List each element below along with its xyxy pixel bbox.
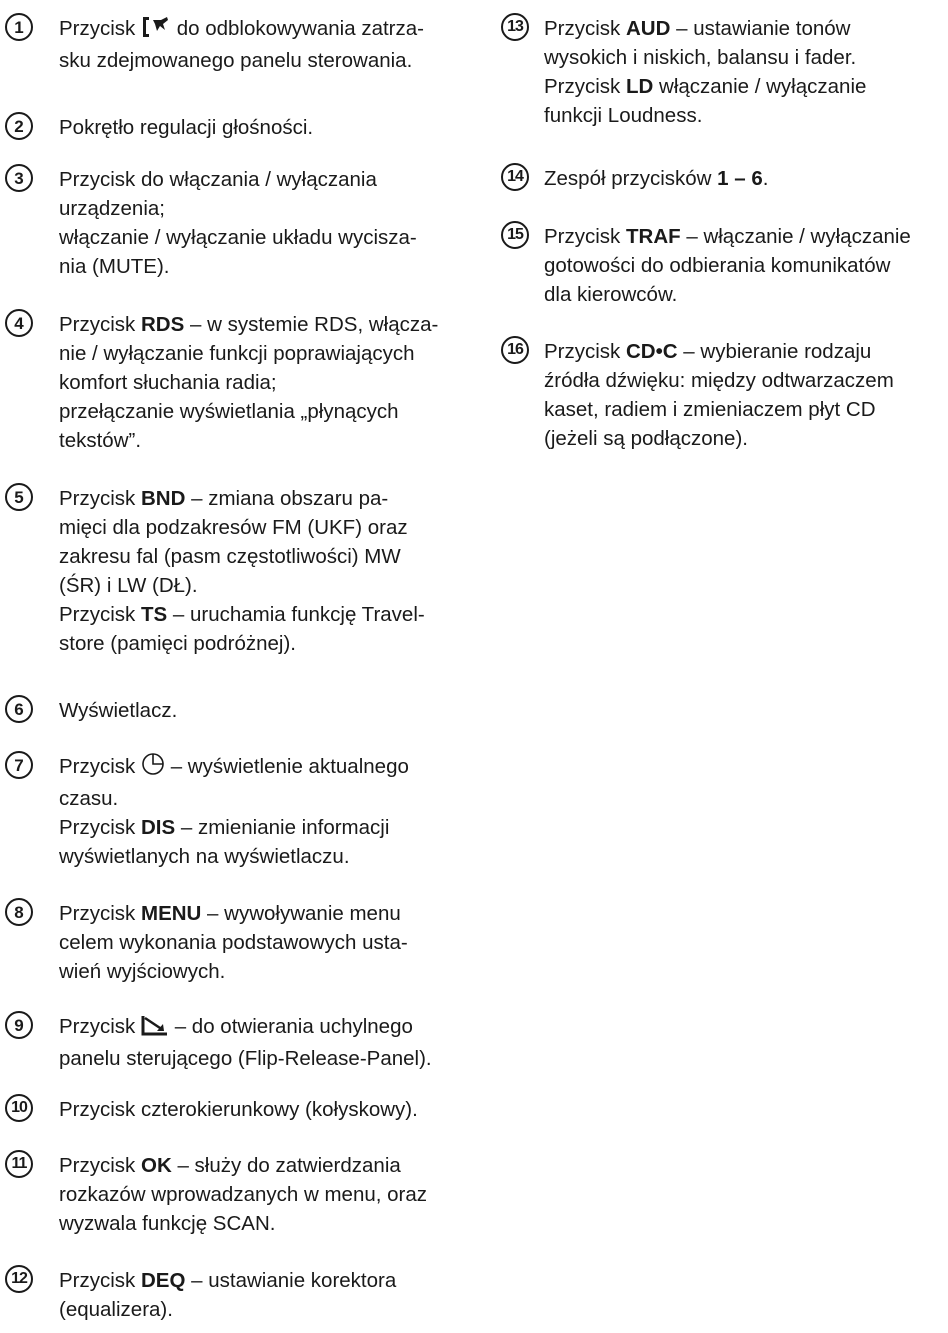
button-label: TRAF	[626, 225, 681, 248]
item-text-line: kaset, radiem i zmieniaczem płyt CD	[544, 398, 876, 421]
button-label: DEQ	[141, 1269, 186, 1292]
button-label: BND	[141, 487, 186, 510]
item-text	[59, 1151, 478, 1238]
item-number: 11	[5, 1150, 33, 1178]
item-text	[59, 1012, 478, 1073]
release-bracket-icon	[141, 16, 171, 46]
button-label: 1 – 6	[717, 167, 763, 190]
item-text-line: przełączanie wyświetlania „płynących	[59, 400, 399, 423]
item-text	[59, 14, 478, 75]
item-text-part: do odblokowywania zatrza-	[171, 17, 424, 40]
item-text-line: gotowości do odbierania komunikatów	[544, 254, 891, 277]
item-number: 14	[501, 163, 529, 191]
item-text-part: Przycisk	[59, 313, 141, 336]
item-number: 16	[501, 336, 529, 364]
item-text-part: Przycisk	[59, 603, 141, 626]
clock-icon	[141, 752, 165, 784]
item-number: 15	[501, 221, 529, 249]
item-text-line: Przycisk do włączania / wyłączania	[59, 168, 377, 191]
item-text-line: sku zdejmowanego panelu sterowania.	[59, 49, 413, 72]
item-text	[59, 1266, 478, 1324]
item-number: 10	[5, 1094, 33, 1122]
item-text	[544, 164, 948, 193]
item-number: 8	[5, 898, 33, 926]
item-text-part: Przycisk	[59, 1269, 141, 1292]
item-text-part: – w systemie RDS, włącza-	[184, 313, 439, 336]
item-text-line: celem wykonania podstawowych usta-	[59, 931, 408, 954]
item-text-line: (jeżeli są podłączone).	[544, 427, 748, 450]
item-text-line: (ŚR) i LW (DŁ).	[59, 574, 198, 597]
item-number: 7	[5, 751, 33, 779]
item-text	[59, 310, 478, 455]
item-text-line: źródła dźwięku: między odtwarzaczem	[544, 369, 894, 392]
item-text: Wyświetlacz.	[59, 699, 178, 722]
item-text-line: nie / wyłączanie funkcji poprawiających	[59, 342, 415, 365]
button-label: DIS	[141, 816, 176, 839]
item-text	[59, 484, 478, 658]
item-text-line: wyzwala funkcję SCAN.	[59, 1212, 276, 1235]
item-number: 3	[5, 164, 33, 192]
item-text-part: Przycisk	[59, 816, 141, 839]
item-text-line: (equalizera).	[59, 1298, 173, 1321]
item-text-part: – ustawianie tonów	[670, 17, 851, 40]
item-number: 6	[5, 695, 33, 723]
item-number: 13	[501, 13, 529, 41]
item-text-line: czasu.	[59, 787, 119, 810]
item-text-part: – uruchamia funkcję Travel-	[167, 603, 425, 626]
item-text	[59, 165, 478, 281]
item-text-part: – włączanie / wyłączanie	[680, 225, 911, 248]
item-text-part: – wyświetlenie aktualnego	[165, 755, 409, 778]
item-text-line: komfort słuchania radia;	[59, 371, 277, 394]
item-text-part: – zmiana obszaru pa-	[185, 487, 389, 510]
button-label: AUD	[626, 17, 671, 40]
item-text	[59, 752, 478, 871]
item-text-line: wyświetlanych na wyświetlaczu.	[59, 845, 350, 868]
item-text-part: Przycisk	[59, 17, 141, 40]
button-label: OK	[141, 1154, 172, 1177]
item-text: Przycisk czterokierunkowy (kołyskowy).	[59, 1098, 418, 1121]
item-text-line: tekstów”.	[59, 429, 142, 452]
item-number: 1	[5, 13, 33, 41]
item-number: 2	[5, 112, 33, 140]
item-text-part: – służy do zatwierdzania	[171, 1154, 401, 1177]
item-number: 4	[5, 309, 33, 337]
item-text	[544, 222, 948, 309]
item-number: 5	[5, 483, 33, 511]
item-text-line: panelu sterującego (Flip-Release-Panel).	[59, 1047, 432, 1070]
item-text-line: store (pamięci podróżnej).	[59, 632, 296, 655]
button-label: MENU	[141, 902, 202, 925]
item-text-part: – zmienianie informacji	[175, 816, 390, 839]
item-text-part: Przycisk	[544, 340, 626, 363]
item-text-part: Przycisk	[544, 225, 626, 248]
item-text: Pokrętło regulacji głośności.	[59, 116, 314, 139]
button-label: CD•C	[626, 340, 678, 363]
item-text-part: – wybieranie rodzaju	[677, 340, 872, 363]
item-number: 9	[5, 1011, 33, 1039]
item-text-line: urządzenia;	[59, 197, 165, 220]
item-text-part: Przycisk	[544, 17, 626, 40]
item-text-part: – ustawianie korektora	[185, 1269, 397, 1292]
item-text-part: .	[762, 167, 769, 190]
item-text-part: Przycisk	[59, 1154, 141, 1177]
item-text-part: Przycisk	[544, 75, 626, 98]
item-text-line: dla kierowców.	[544, 283, 678, 306]
item-text-line: nia (MUTE).	[59, 255, 170, 278]
button-label: LD	[626, 75, 654, 98]
item-text	[59, 899, 478, 986]
item-number: 12	[5, 1265, 33, 1293]
button-label: RDS	[141, 313, 185, 336]
item-text-line: włączanie / wyłączanie układu wycisza-	[59, 226, 417, 249]
item-text-part: Przycisk	[59, 1015, 141, 1038]
item-text	[544, 14, 948, 130]
item-text-line: zakresu fal (pasm częstotliwości) MW	[59, 545, 401, 568]
item-text-line: rozkazów wprowadzanych w menu, oraz	[59, 1183, 428, 1206]
item-text-line: wień wyjściowych.	[59, 960, 226, 983]
item-text-part: włączanie / wyłączanie	[653, 75, 867, 98]
item-text-part: Przycisk	[59, 755, 141, 778]
item-text-part: – do otwierania uchylnego	[169, 1015, 413, 1038]
button-label: TS	[141, 603, 168, 626]
item-text-part: Przycisk	[59, 487, 141, 510]
item-text-part: Przycisk	[59, 902, 141, 925]
item-text-line: mięci dla podzakresów FM (UKF) oraz	[59, 516, 408, 539]
item-text	[544, 337, 948, 453]
item-text-line: funkcji Loudness.	[544, 104, 703, 127]
item-text-line: wysokich i niskich, balansu i fader.	[544, 46, 857, 69]
item-text-part: Zespół przycisków	[544, 167, 718, 190]
item-text-part: – wywoływanie menu	[201, 902, 401, 925]
flip-panel-icon	[141, 1014, 169, 1044]
